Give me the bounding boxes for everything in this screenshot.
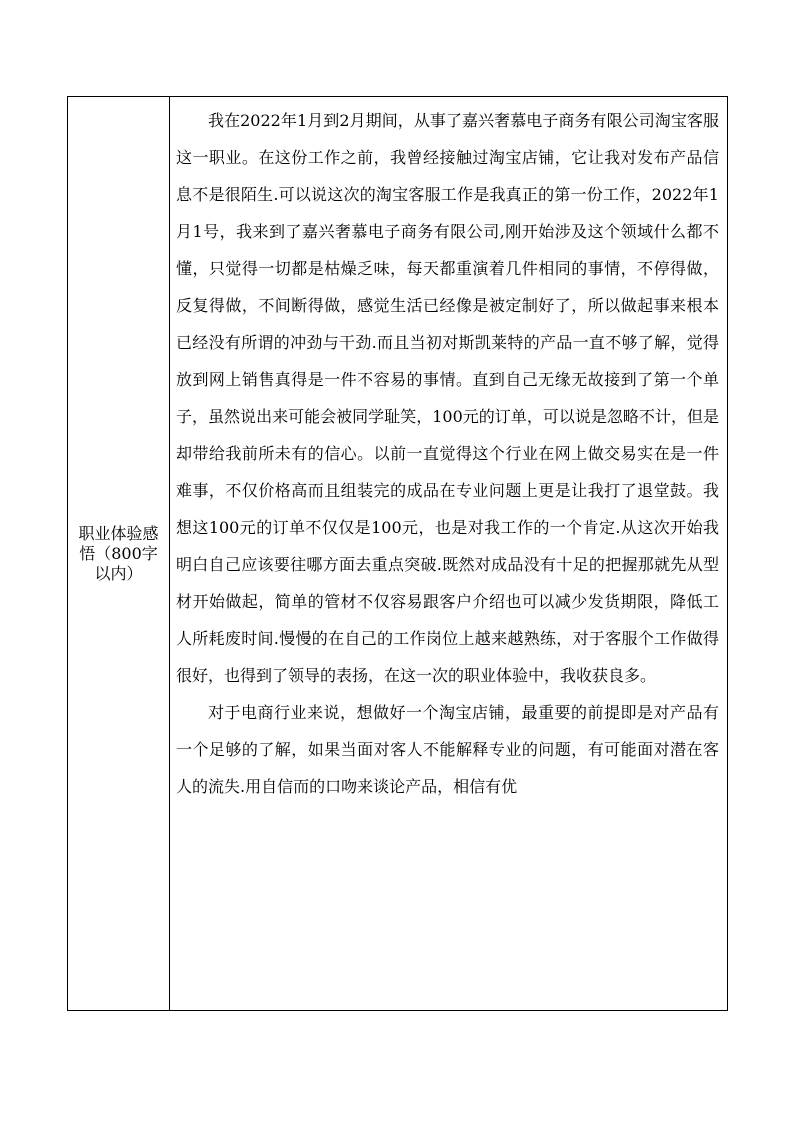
experience-table bbox=[67, 96, 728, 1011]
row-label: 职业体验感悟（800字以内） bbox=[78, 523, 159, 583]
label-cell bbox=[68, 97, 170, 1010]
paragraph-1: 我在2022年1月到2月期间，从事了嘉兴奢慕电子商务有限公司淘宝客服这一职业。在这份工作之前，我曾经接触过淘宝店铺，它让我对发布产品信息不是很陌生.可以说这次的淘宝客服工作是我真正的第一份工作，2022年1月1号，我来到了嘉兴奢慕电子商务有限公司,刚开始涉及这个领域什么都不懂，只觉得一切都是枯燥乏味，每天都重演着几件相同的事情，不停得做，反复得做，不间断得做，感觉生活已经像是被定制好了，所以做起事来根本已经没有所谓的冲劲与干劲.而且当初对斯凯莱特的产品一直不够了解，觉得放到网上销售真得是一件不容易的事情。直到自己无缘无故接到了第一个单子，虽然说出来可能会被同学耻笑，100元的订单，可以说是忽略不计，但是却带给我前所未有的信心。以前一直觉得这个行业在网上做交易实在是一件难事，不仅价格高而且组装完的成品在专业问题上更是让我打了退堂鼓。我想这100元的订单不仅仅是100元，也是对我工作的一个肯定.从这次开始我明白自己应该要往哪方面去重点突破.既然对成品没有十足的把握那就先从型材开始做起，简单的管材不仅容易跟客户介绍也可以减少发货期限，降低工人所耗废时间.慢慢的在自己的工作岗位上越来越熟练，对于客服个工作做得很好，也得到了领导的表扬，在这一次的职业体验中，我收获良多。 bbox=[176, 111, 719, 685]
paragraph-2: 对于电商行业来说，想做好一个淘宝店铺，最重要的前提即是对产品有一个足够的了解，如果当面对客人不能解释专业的问题，有可能面对潜在客人的流失.用自信而的口吻来谈论产品，相信有优 bbox=[176, 703, 719, 796]
content-cell bbox=[170, 97, 727, 1010]
